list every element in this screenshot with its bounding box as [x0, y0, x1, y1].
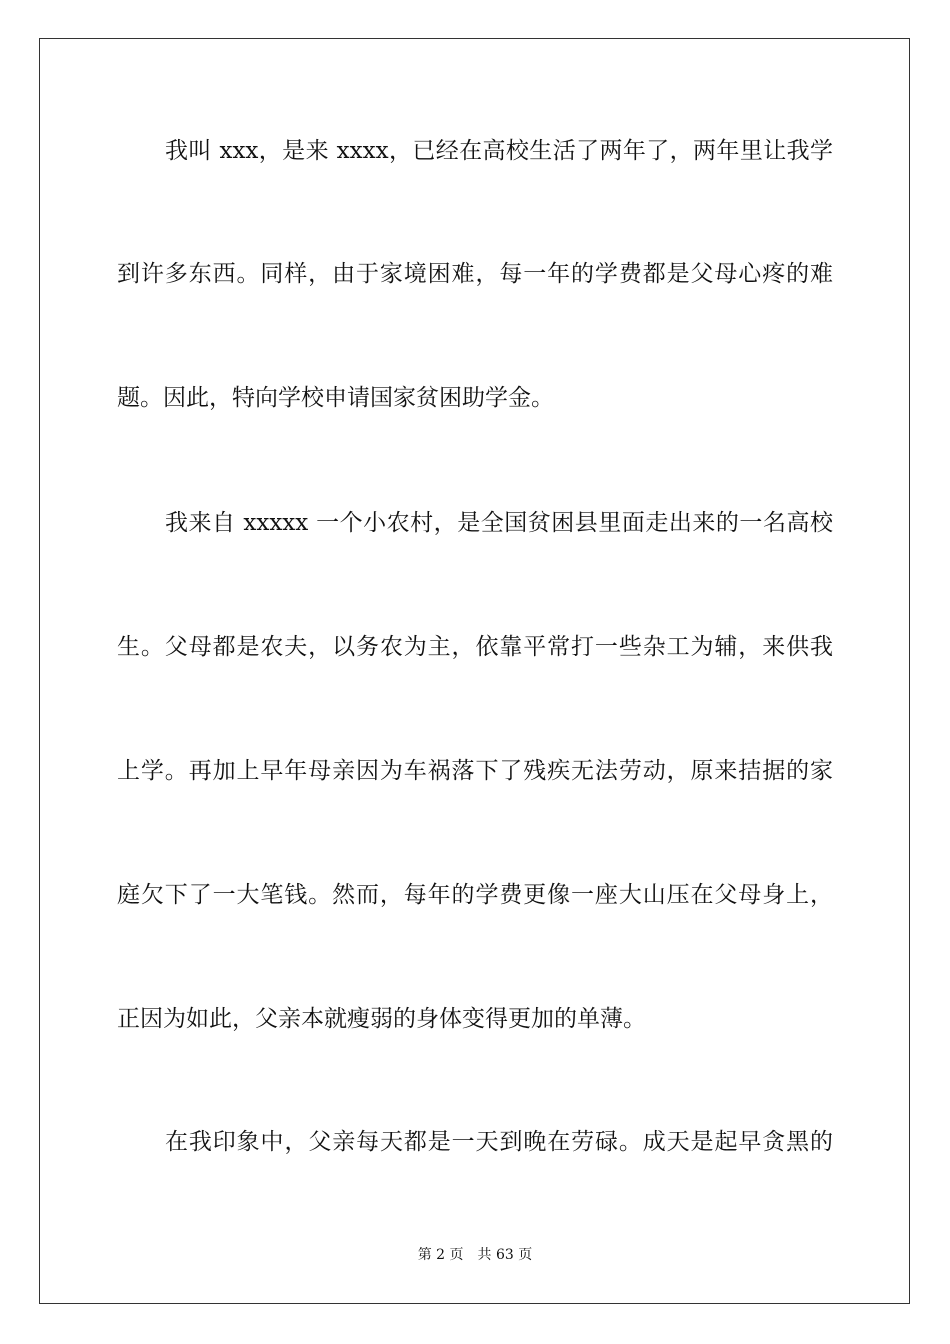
- paragraph-3-line-1: 在我印象中，父亲每天都是一天到晚在劳碌。成天是起早贪黑的: [165, 1129, 833, 1155]
- page-border: [39, 38, 910, 1304]
- paragraph-1-line-1: 我叫 xxx，是来 xxxx，已经在高校生活了两年了，两年里让我学: [165, 138, 833, 164]
- paragraph-2-line-2: 生。父母都是农夫，以务农为主，依靠平常打一些杂工为辅，来供我: [117, 634, 833, 660]
- paragraph-2-line-1: 我来自 xxxxx 一个小农村，是全国贫困县里面走出来的一名高校: [165, 510, 833, 536]
- paragraph-2-line-4: 庭欠下了一大笔钱。然而，每年的学费更像一座大山压在父母身上，: [117, 882, 833, 908]
- paragraph-2-line-3: 上学。再加上早年母亲因为车祸落下了残疾无法劳动，原来拮据的家: [117, 758, 833, 784]
- page-footer: [0, 1246, 950, 1264]
- paragraph-1-line-3: 题。因此，特向学校申请国家贫困助学金。: [117, 385, 554, 411]
- page-number: 第 2 页: [417, 1247, 464, 1263]
- page-total: 共 63 页: [477, 1247, 533, 1263]
- paragraph-2-line-5: 正因为如此，父亲本就瘦弱的身体变得更加的单薄。: [117, 1006, 646, 1032]
- paragraph-1-line-2: 到许多东西。同样，由于家境困难，每一年的学费都是父母心疼的难: [117, 261, 833, 287]
